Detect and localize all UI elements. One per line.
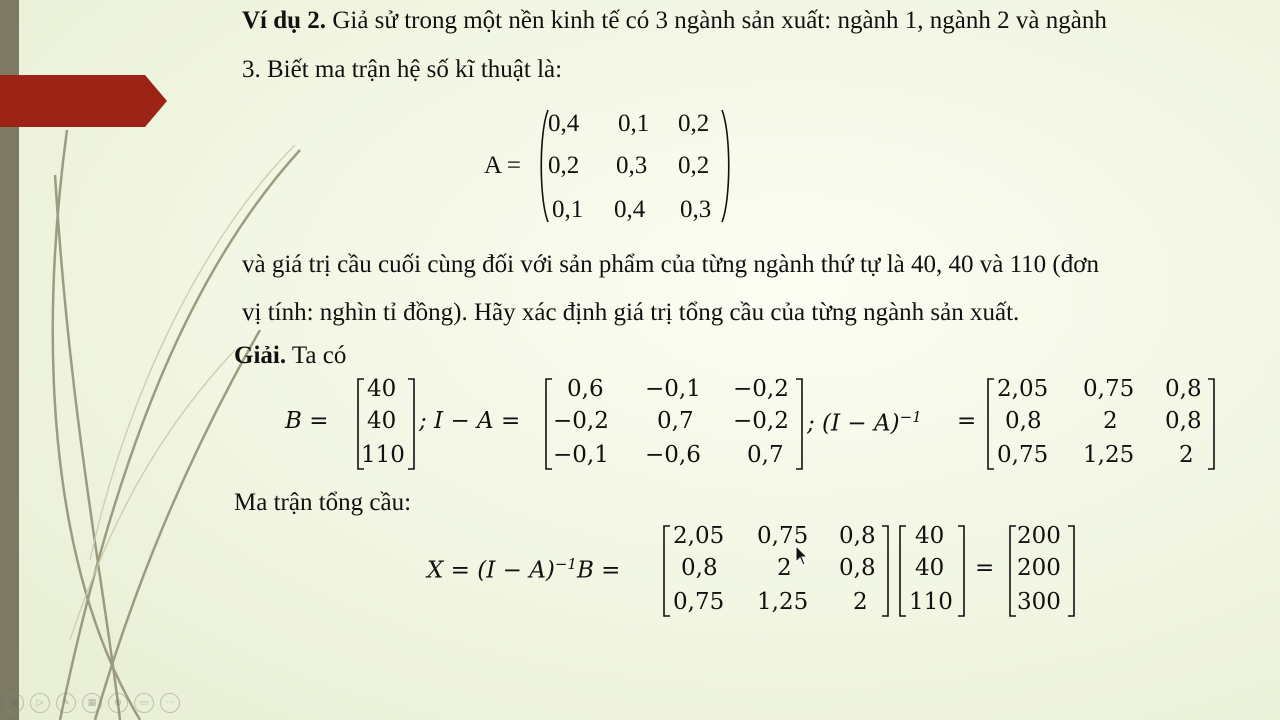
- matrix-cell: 0,1: [552, 196, 584, 223]
- inv-cell: 0,8: [839, 555, 876, 581]
- IA-cell: −0,6: [645, 442, 701, 468]
- paren-right: [720, 108, 734, 224]
- example-text-1: Giả sử trong một nền kinh tế có 3 ngành sản xuất: ngành 1, ngành 2 và ngành: [326, 7, 1107, 34]
- inv-cell: 0,8: [1165, 376, 1202, 402]
- bracket-right: [1067, 525, 1075, 617]
- inv-cell: 0,75: [997, 442, 1049, 468]
- mouse-pointer-icon: [795, 545, 809, 567]
- inverse-superscript: −1: [899, 408, 922, 426]
- equals-sign: =: [957, 408, 977, 434]
- solution-matrices-row: [285, 374, 1225, 474]
- I-minus-A-label: ; I − A =: [419, 408, 521, 434]
- result-cell: 200: [1017, 555, 1061, 581]
- solution-intro: Ta có: [286, 342, 347, 369]
- matrix-cell: 0,2: [678, 152, 710, 179]
- X-superscript: −1: [554, 555, 577, 573]
- inv-cell: 0,8: [1005, 408, 1042, 434]
- inv-cell: 1,25: [1083, 442, 1135, 468]
- inv-cell: 2: [853, 589, 868, 615]
- bracket-left: [663, 525, 671, 617]
- total-demand-equation: [427, 521, 1087, 621]
- example-line-2: 3. Biết ma trận hệ số kĩ thuật là:: [242, 56, 563, 83]
- inv-cell: 0,8: [839, 523, 876, 549]
- inv-cell: 2,05: [673, 523, 725, 549]
- play-icon[interactable]: ▷: [30, 693, 50, 713]
- bracket-right: [1207, 378, 1215, 470]
- matrix-cell: 0,4: [614, 196, 646, 223]
- bracket-left: [987, 378, 995, 470]
- inv-cell: 2: [1179, 442, 1194, 468]
- equals-sign: =: [975, 555, 995, 581]
- IA-cell: 0,7: [657, 408, 694, 434]
- bracket-right: [881, 525, 889, 617]
- inv-cell: 2: [777, 555, 792, 581]
- matrix-cell: 0,1: [618, 110, 650, 137]
- IA-cell: −0,2: [553, 408, 609, 434]
- bracket-left: [1009, 525, 1017, 617]
- solution-heading: Giải.: [234, 342, 287, 369]
- example-line-3: và giá trị cầu cuối cùng đối với sản phẩm của từng ngành thứ tự là 40, 40 và 110 (đơn: [242, 251, 1099, 278]
- inv-cell: 0,8: [1165, 408, 1202, 434]
- inverse-label: [807, 408, 922, 437]
- total-demand-label: Ma trận tổng cầu:: [234, 489, 412, 516]
- matrix-cell: 0,3: [616, 152, 648, 179]
- slides-icon[interactable]: ▦: [82, 693, 102, 713]
- inv-cell: 0,8: [681, 555, 718, 581]
- inverse-label-text: ; (I − A): [807, 410, 900, 437]
- B-cell: 110: [361, 442, 405, 468]
- example-line-1: [242, 8, 1107, 33]
- inv-cell: 0,75: [673, 589, 725, 615]
- pen-icon[interactable]: ✎: [56, 693, 76, 713]
- result-cell: 300: [1017, 589, 1061, 615]
- IA-cell: −0,2: [733, 408, 789, 434]
- IA-cell: 0,7: [747, 442, 784, 468]
- inv-cell: 1,25: [757, 589, 809, 615]
- X-B-text: B =: [576, 557, 621, 584]
- back-icon[interactable]: ◀: [4, 693, 24, 713]
- matrix-cell: 0,2: [548, 152, 580, 179]
- IA-cell: −0,1: [645, 376, 701, 402]
- more-icon[interactable]: ⋯: [160, 693, 180, 713]
- B-cell: 40: [915, 555, 945, 581]
- X-lhs-text: X = (I − A): [427, 557, 555, 584]
- inv-cell: 2: [1103, 408, 1118, 434]
- inv-cell: 2,05: [997, 376, 1049, 402]
- example-line-4: vị tính: nghìn tỉ đồng). Hãy xác định giá trị tổng cầu của từng ngành sản xuất.: [242, 299, 1020, 326]
- title-accent-tab: [0, 75, 145, 127]
- zoom-icon[interactable]: ⊕: [108, 693, 128, 713]
- solution-line: [234, 343, 346, 368]
- bracket-right: [957, 525, 965, 617]
- B-cell: 40: [367, 408, 397, 434]
- bracket-right: [795, 378, 803, 470]
- slideshow-controls: [4, 693, 180, 713]
- matrix-cell: 0,2: [678, 110, 710, 137]
- IA-cell: 0,6: [567, 376, 604, 402]
- matrix-cell: 0,4: [548, 110, 580, 137]
- example-heading: Ví dụ 2.: [242, 7, 327, 34]
- bracket-right: [407, 378, 415, 470]
- matrix-A: [484, 106, 744, 226]
- matrix-cell: 0,3: [680, 196, 712, 223]
- matrix-A-label: A =: [484, 152, 522, 179]
- bracket-left: [899, 525, 907, 617]
- B-cell: 110: [909, 589, 953, 615]
- inv-cell: 0,75: [757, 523, 809, 549]
- IA-cell: −0,1: [553, 442, 609, 468]
- result-cell: 200: [1017, 523, 1061, 549]
- X-lhs: [427, 555, 620, 584]
- bracket-left: [545, 378, 553, 470]
- B-label: B =: [285, 408, 329, 434]
- inv-cell: 0,75: [1083, 376, 1135, 402]
- screen-icon[interactable]: ▭: [134, 693, 154, 713]
- B-cell: 40: [915, 523, 945, 549]
- B-cell: 40: [367, 376, 397, 402]
- IA-cell: −0,2: [733, 376, 789, 402]
